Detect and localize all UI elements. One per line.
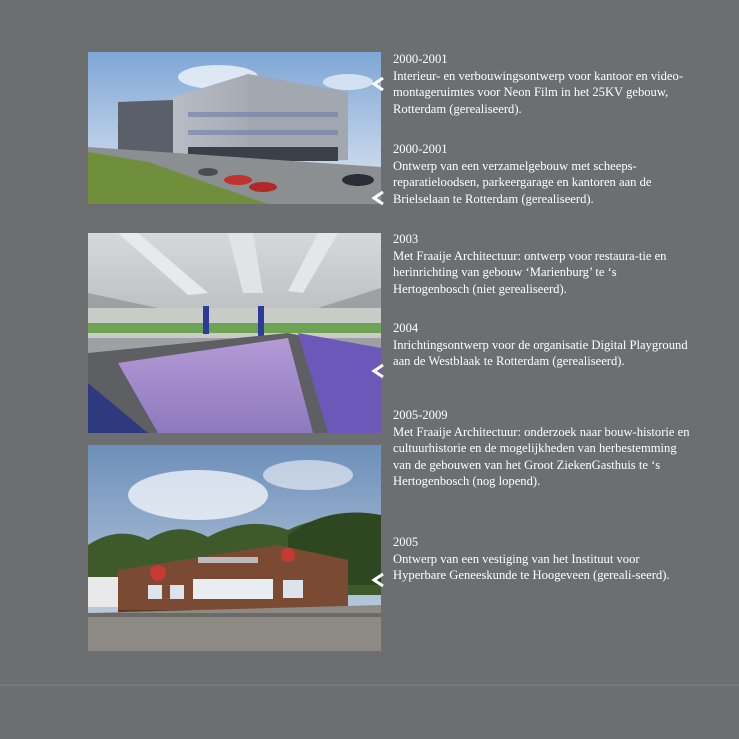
render-interior-marienburg (88, 233, 381, 433)
project-entry (393, 231, 693, 297)
chevron-left-icon (370, 190, 386, 206)
project-description: Inrichtingsontwerp voor de organisatie Digital Playground aan de Westblaak te Rotterdam (gerealiseerd). (393, 337, 688, 369)
project-entry (393, 320, 693, 370)
project-entry (393, 141, 693, 207)
chevron-left-icon (370, 572, 386, 588)
photo-institute-hoogeveen (88, 445, 381, 651)
project-year: 2000-2001 (393, 52, 448, 66)
project-year: 2000-2001 (393, 142, 448, 156)
project-entry (393, 534, 693, 584)
project-entry (393, 407, 693, 490)
divider (0, 684, 739, 686)
chevron-left-icon (370, 76, 386, 92)
photo-office-building-rotterdam (88, 52, 381, 204)
project-description: Ontwerp van een vestiging van het Instituut voor Hyperbare Geneeskunde te Hoogeveen (gereali-seerd). (393, 551, 670, 583)
project-description: Ontwerp van een verzamelgebouw met scheeps-reparatieloodsen, parkeergarage en kantoren aan de Brielselaan te Rotterdam (gerealiseerd). (393, 158, 652, 206)
project-description: Interieur- en verbouwingsontwerp voor kantoor en video-montageruimtes voor Neon Film in het 25KV gebouw, Rotterdam (gerealiseerd). (393, 68, 684, 116)
project-year: 2005-2009 (393, 408, 448, 422)
project-description: Met Fraaije Architectuur: ontwerp voor restaura-tie en herinrichting van gebouw ‘Marienburg’ te ‘s Hertogenbosch (niet gerealiseerd). (393, 248, 667, 296)
project-description: Met Fraaije Architectuur: onderzoek naar bouw-historie en cultuurhistorie en de mogelijkheden van herbestemming van de gebouwen van het Groot ZiekenGasthuis te ‘s Hertogenbosch (nog lopend). (393, 424, 690, 489)
chevron-left-icon (370, 363, 386, 379)
project-entry (393, 51, 693, 117)
project-year: 2005 (393, 535, 419, 549)
project-year: 2003 (393, 232, 419, 246)
project-year: 2004 (393, 321, 419, 335)
